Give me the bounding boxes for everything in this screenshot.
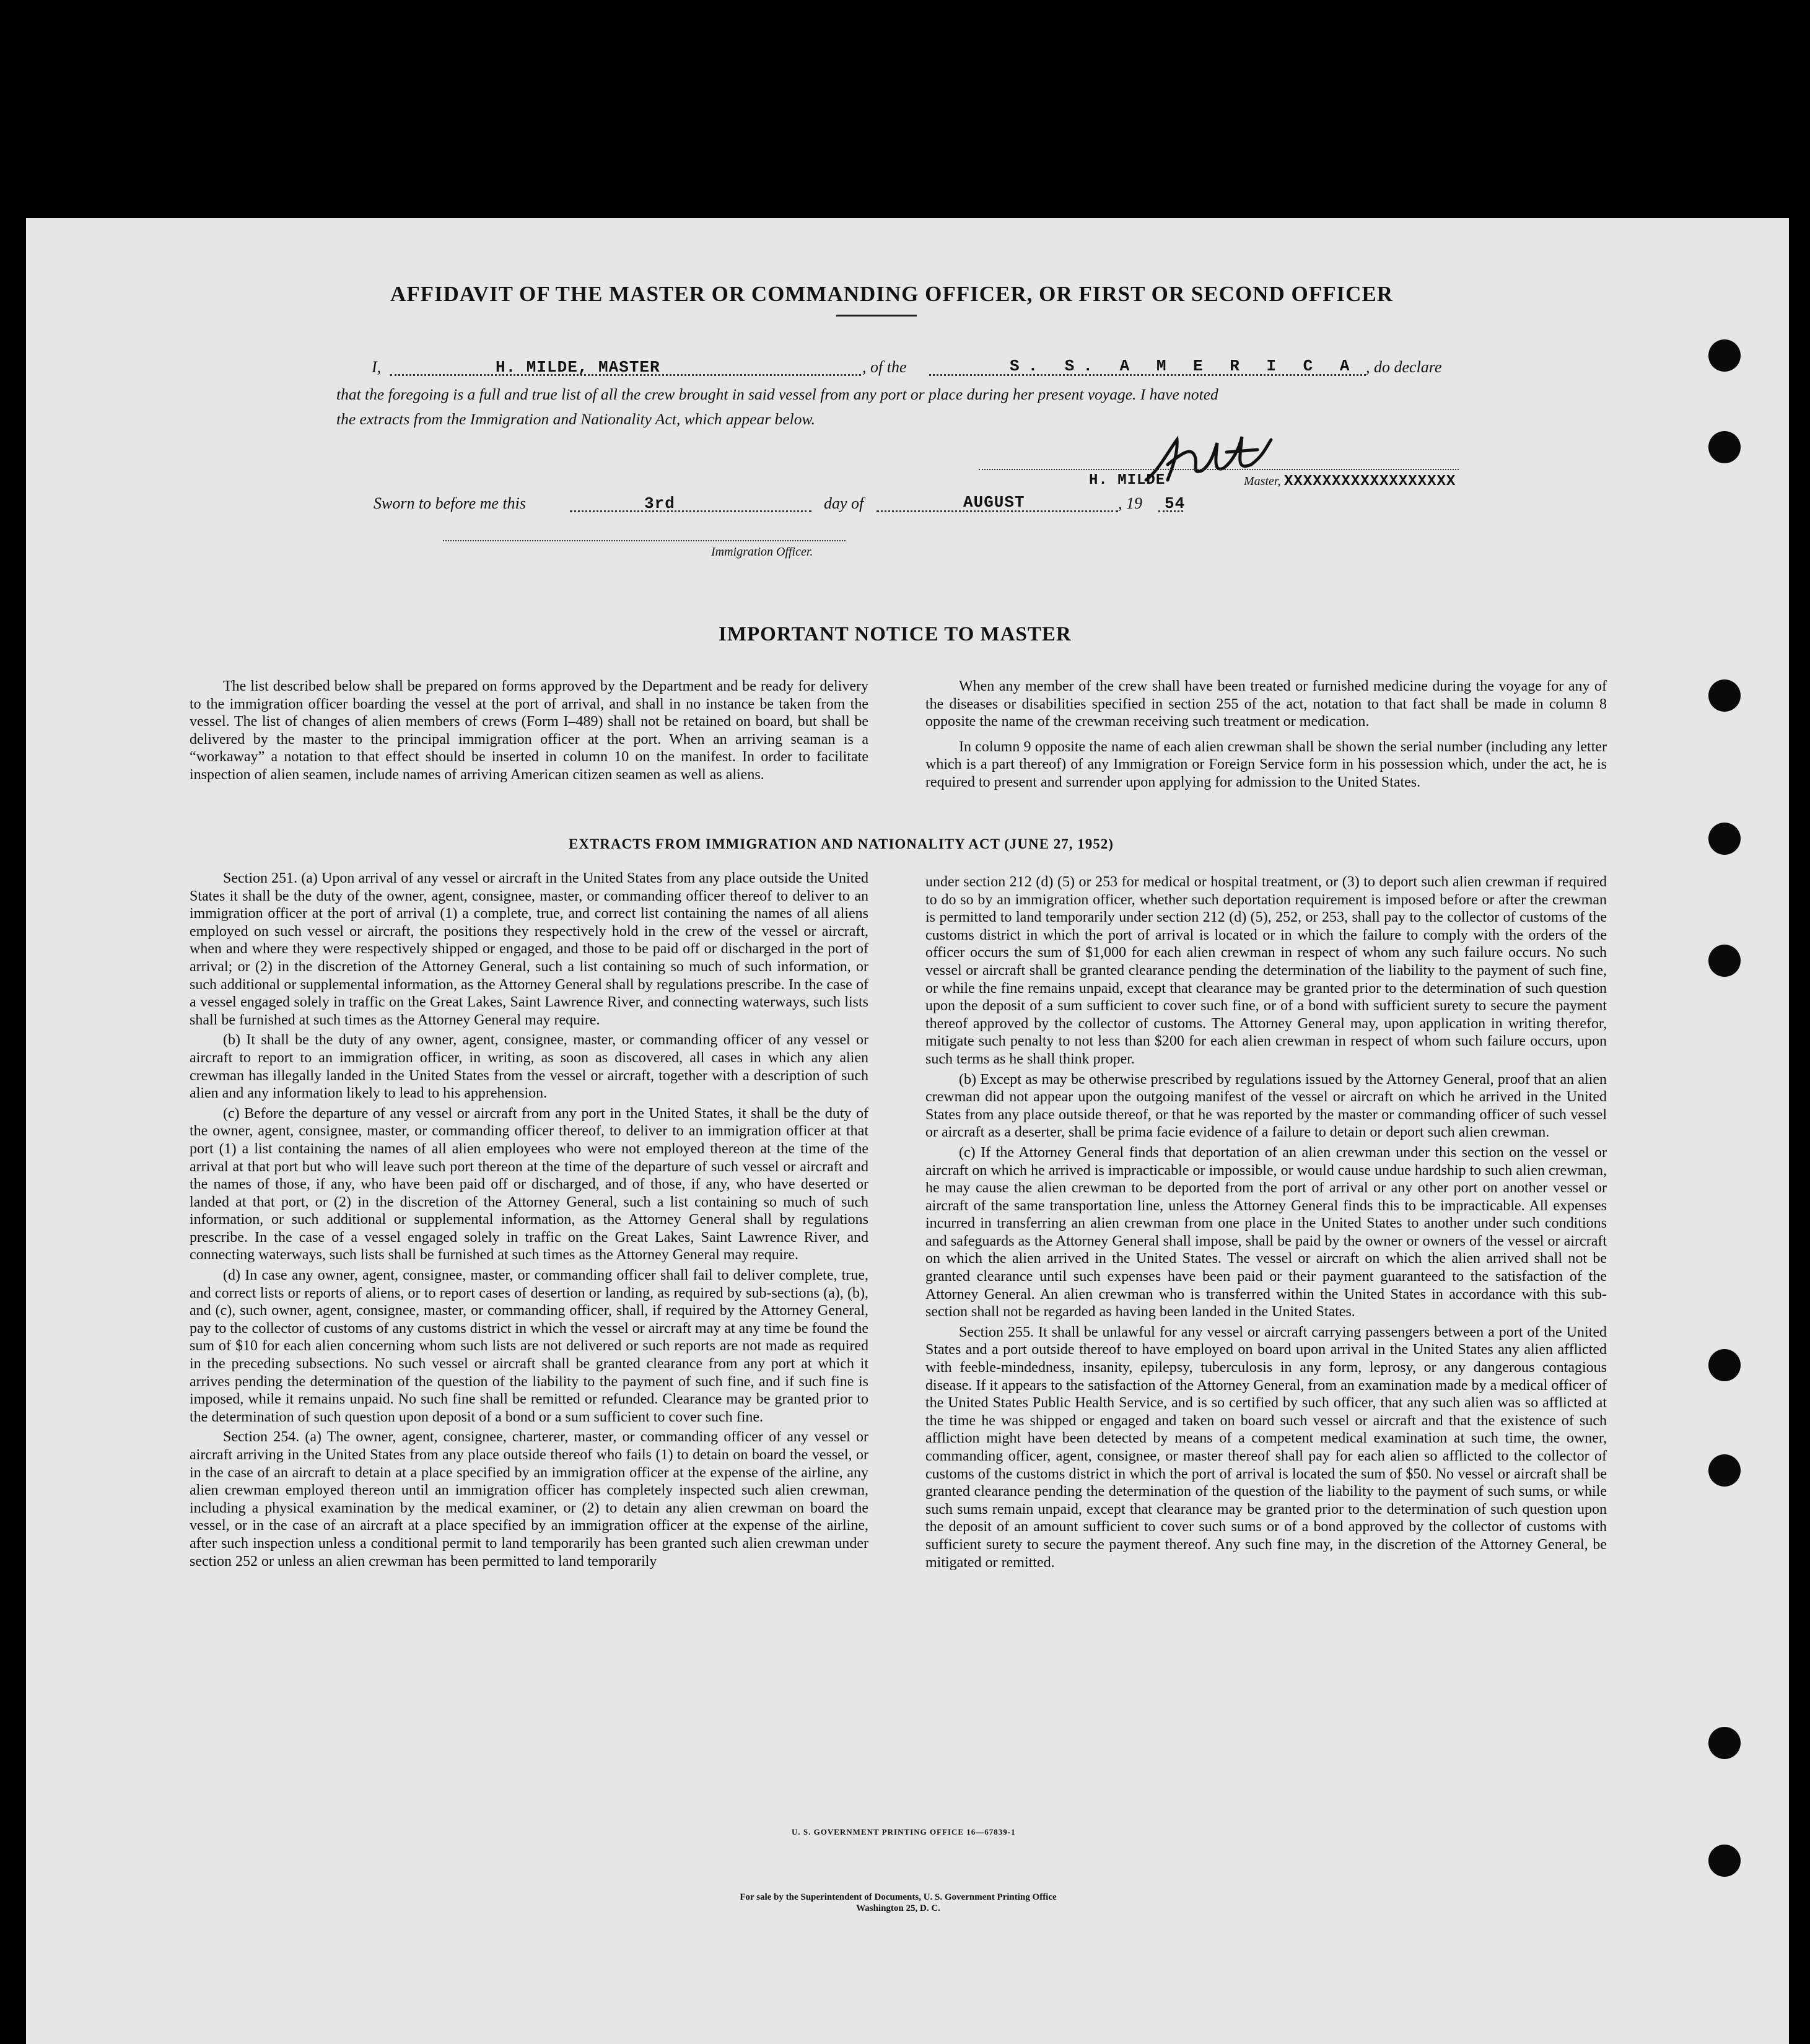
notice-right-column (925, 678, 1607, 794)
binder-hole (1708, 1845, 1741, 1877)
struck-title: XXXXXXXXXXXXXXXXXX (1284, 473, 1456, 490)
binder-hole (1708, 823, 1741, 855)
signer-name: H. MILDE (1089, 472, 1166, 489)
section-251-b: (b) It shall be the duty of any owner, agent, consignee, master, or commanding officer of any vessel or aircraft to report to an immigration officer, in writing, as soon as discovered, all cases in which any alien crewman has illegally landed in the United States from the vessel or aircraft, together with a description of such alien and any information likely to lead to his apprehension. (190, 1032, 868, 1102)
year-rule (1158, 510, 1183, 512)
sworn-day: 3rd (644, 494, 675, 513)
sworn-year: 54 (1165, 494, 1186, 513)
binder-hole (1708, 945, 1741, 977)
title-underline (836, 315, 917, 317)
section-254-b: (b) Except as may be otherwise prescribed by regulations issued by the Attorney General, proof that an alien crewman did not appear upon the outgoing manifest of the vessel or aircraft on which he arrived in the United States from any place outside thereof, or that he was reported by the master or commanding officer of such vessel or aircraft as a deserter, shall be prima facie evidence of a failure to detain or deport such alien crewman. (925, 1071, 1607, 1141)
year-prefix: , 19 (1118, 494, 1142, 512)
of-the-label: , of the (862, 358, 907, 376)
notice-left-column (190, 678, 868, 787)
affidavit-title: AFFIDAVIT OF THE MASTER OR COMMANDING OFFICER, OR FIRST OR SECOND OFFICER (390, 282, 1393, 306)
sale-line-1: For sale by the Superintendent of Documents, U. S. Government Printing Office (740, 1892, 1057, 1902)
binder-hole (1708, 1454, 1741, 1487)
section-251-c: (c) Before the departure of any vessel or aircraft from any port in the United States, it shall be the duty of the owner, agent, consignee, master, or commanding officer thereof, to deliver to an immigration officer at that port (1) a list containing the names of all alien employees who were not employed thereon at the time of the arrival at that port but who will leave such port thereon at the time of the departure of such vessel or aircraft and the names of those, if any, who have been paid off or discharged, and of those, if any, who have deserted or landed at that port, or (2) in the discretion of the Attorney General, such a list containing so much of such information, or such additional or supplemental information, as the Attorney General shall by regulations prescribe. In the case of a vessel engaged solely in traffic on the Great Lakes, Saint Lawrence River, and connecting waterways, such lists shall be furnished at such times as the Attorney General may require. (190, 1105, 868, 1264)
section-251-a: Section 251. (a) Upon arrival of any vessel or aircraft in the United States from any place outside the United States it shall be the duty of the owner, agent, consignee, master, or commanding officer thereof to deliver to an immigration officer at the port of arrival (1) a complete, true, and correct list containing the names of all aliens employed on such vessel or aircraft, the positions they respectively hold in the crew of the vessel or aircraft, when and where they were respectively shipped or engaged, and those to be paid off or discharged in the port of arrival; or (2) in the discretion of the Attorney General, such a list containing so much of such information, or such additional or supplemental information, as the Attorney General shall by regulations prescribe. In the case of a vessel engaged solely in traffic on the Great Lakes, Saint Lawrence River, and connecting waterways, such lists shall be furnished at such times as the Attorney General may require. (190, 870, 868, 1028)
vessel-name-field: S. S. A M E R I C A (1010, 357, 1358, 375)
extracts-right-column (925, 873, 1607, 1574)
day-of-label: day of (824, 494, 864, 512)
section-254-a-continued: under section 212 (d) (5) or 253 for medical or hospital treatment, or (3) to deport such alien crewman if required to do so by an immigration officer, whether such deportation requirement is imposed before or after the crewman is permitted to land temporarily under section 212 (d) (5), 252, or 253, shall pay to the collector of customs of the customs district in which the port of arrival is located or in which the failure to comply with the orders of the officer occurs the sum of $1,000 for each alien crewman in respect of whom any such failure occurs. No such vessel or aircraft shall be granted clearance pending the determination of the liability to the payment of such fine, or while the fine remains unpaid, except that clearance may be granted prior to the determination of such question upon the deposit of a sum sufficient to cover such fine, or of a bond with sufficient surety to secure the payment thereof approved by the collector of customs. The Attorney General may, upon application in writing therefor, mitigate such penalty to not less than $200 for each alien crewman in respect of whom such failure occurs, upon such terms as he shall think proper. (925, 874, 1607, 1067)
affidavit-line-2: that the foregoing is a full and true list of all the crew brought in said vessel from any port or place during her present voyage. I have noted (336, 385, 1218, 403)
affidavit-line-3: the extracts from the Immigration and Nationality Act, which appear below. (336, 410, 815, 428)
binder-hole (1708, 431, 1741, 463)
section-254-a: Section 254. (a) The owner, agent, consignee, charterer, master, or commanding officer of any vessel or aircraft arriving in the United States from any place outside thereof who fails (1) to detain on board the vessel, or in the case of an aircraft to detain at a place specified by an immigration officer at the expense of the airline, any alien crewman employed thereon until an immigration officer has completely inspected such alien crewman, including a physical examination by the medical examiner, or (2) to detain any alien crewman on board the vessel, or in the case of an aircraft at a place specified by an immigration officer at the expense of the airline, after such inspection unless a conditional permit to land temporarily has been granted such alien crewman under section 252 or unless an alien crewman has been permitted to land temporarily (190, 1429, 868, 1570)
sale-line-2: Washington 25, D. C. (856, 1903, 940, 1913)
notice-left-paragraph: The list described below shall be prepared on forms approved by the Department and be ready for delivery to the immigration officer boarding the vessel at the port of arrival, and shall in no instance be taken from the vessel. The list of changes of alien members of crews (Form I–489) shall not be retained on board, but shall be delivered by the master to the principal immigration officer at the port. When an arriving seaman is a “workaway” a notation to that effect should be inserted in column 10 on the manifest. In order to facilitate inspection of alien seamen, include names of arriving American citizen seamen as well as aliens. (190, 678, 868, 783)
do-declare-label: , do declare (1366, 358, 1442, 376)
sworn-month: AUGUST (963, 493, 1025, 512)
section-254-c: (c) If the Attorney General finds that deportation of an alien crewman under this section on the vessel or aircraft on which he arrived is impracticable or impossible, or would cause undue hardship to such alien crewman, he may cause the alien crewman to be deported from the port of arrival or any other port on another vessel or aircraft of the same transportation line, unless the Attorney General finds this to be impracticable. All expenses incurred in transferring an alien crewman from one place in the United States to another under such conditions and safeguards as the Attorney General shall impose, shall be paid by the owner or owners of the vessel or aircraft on which the alien arrived in the United States. The vessel or aircraft on which the alien arrived shall not be granted clearance until such expenses have been paid or their payment guaranteed to the satisfaction of the Attorney General. An alien crewman who is transferred within the United States in accordance with this sub-section shall not be regarded as having been landed in the United States. (925, 1144, 1607, 1321)
sworn-label: Sworn to before me this (374, 494, 527, 512)
master-name-field: H. MILDE, MASTER (496, 358, 660, 377)
affidavit-prefix: I, (372, 358, 382, 376)
signature-rule (979, 469, 1459, 470)
section-255: Section 255. It shall be unlawful for any vessel or aircraft carrying passengers between a port of the United States and a port outside thereof to have employed on board upon arrival in the United States any alien afflicted with feeble-mindedness, insanity, epilepsy, tuberculosis in any form, leprosy, or any dangerous contagious disease. If it appears to the satisfaction of the Attorney General, from an examination made by a medical officer of the United States Public Health Service, and is so certified by such officer, that any such alien was so afflicted at the time he was shipped or engaged and taken on board such vessel or aircraft and that the existence of such affliction might have been detected by means of a competent medical examination at such time, the owner, commanding officer, agent, consignee, or master thereof shall pay for each alien so afflicted to the collector of customs of the customs district in which the port of arrival is located the sum of $50. No vessel or aircraft shall be granted clearance pending the determination of the question of the liability to the payment of such sums, or while such sums remain unpaid, except that clearance may be granted prior to the determination of such question upon the deposit of an amount sufficient to cover such sums or of a bond approved by the collector of customs with sufficient surety to secure the payment thereof. Any such fine may, in the discretion of the Attorney General, be mitigated or remitted. (925, 1324, 1607, 1571)
extracts-heading: EXTRACTS FROM IMMIGRATION AND NATIONALITY ACT (JUNE 27, 1952) (569, 836, 1114, 852)
notice-right-paragraph-2: In column 9 opposite the name of each alien crewman shall be shown the serial number (including any letter which is a part thereof) of any Immigration or Foreign Service form in his possession which, under the act, he is required to present and surrender upon applying for admission to the United States. (925, 738, 1607, 790)
section-251-d: (d) In case any owner, agent, consignee, master, or commanding officer shall fail to deliver complete, true, and correct lists or reports of aliens, or to report cases of desertion or landing, as required by sub-sections (a), (b), and (c), such owner, agent, consignee, master, or commanding officer, shall, if required by the Attorney General, pay to the collector of customs of any customs district in which the vessel or aircraft may at any time be found the sum of $10 for each alien concerning whom such lists are not delivered or such reports are not made as required in the preceding subsections. No such vessel or aircraft shall be granted clearance from any port at which it arrives pending the determination of the question of the liability to the payment of such fine, and if such fine is imposed, while it remains unpaid. No such fine shall be remitted or refunded. Clearance may be granted prior to the determination of such question upon deposit of a bond or a sum sufficient to cover such fine. (190, 1267, 868, 1425)
sale-notice (619, 1892, 1177, 1914)
extracts-left-column (190, 870, 868, 1573)
binder-hole (1708, 1349, 1741, 1381)
notice-right-paragraph-1: When any member of the crew shall have been treated or furnished medicine during the voyage for any of the diseases or disabilities specified in section 255 of the act, notation to that fact shall be made in column 8 opposite the name of the crewman receiving such treatment or medication. (925, 678, 1607, 730)
master-label: Master, (1244, 474, 1281, 488)
binder-hole (1708, 339, 1741, 372)
gpo-imprint: U. S. GOVERNMENT PRINTING OFFICE 16—67839-1 (792, 1827, 1016, 1837)
day-rule (570, 510, 811, 512)
binder-hole (1708, 1727, 1741, 1759)
immigration-officer-rule (443, 540, 846, 541)
notice-heading: IMPORTANT NOTICE TO MASTER (719, 623, 1072, 645)
immigration-officer-label: Immigration Officer. (711, 545, 813, 559)
binder-hole (1708, 679, 1741, 712)
